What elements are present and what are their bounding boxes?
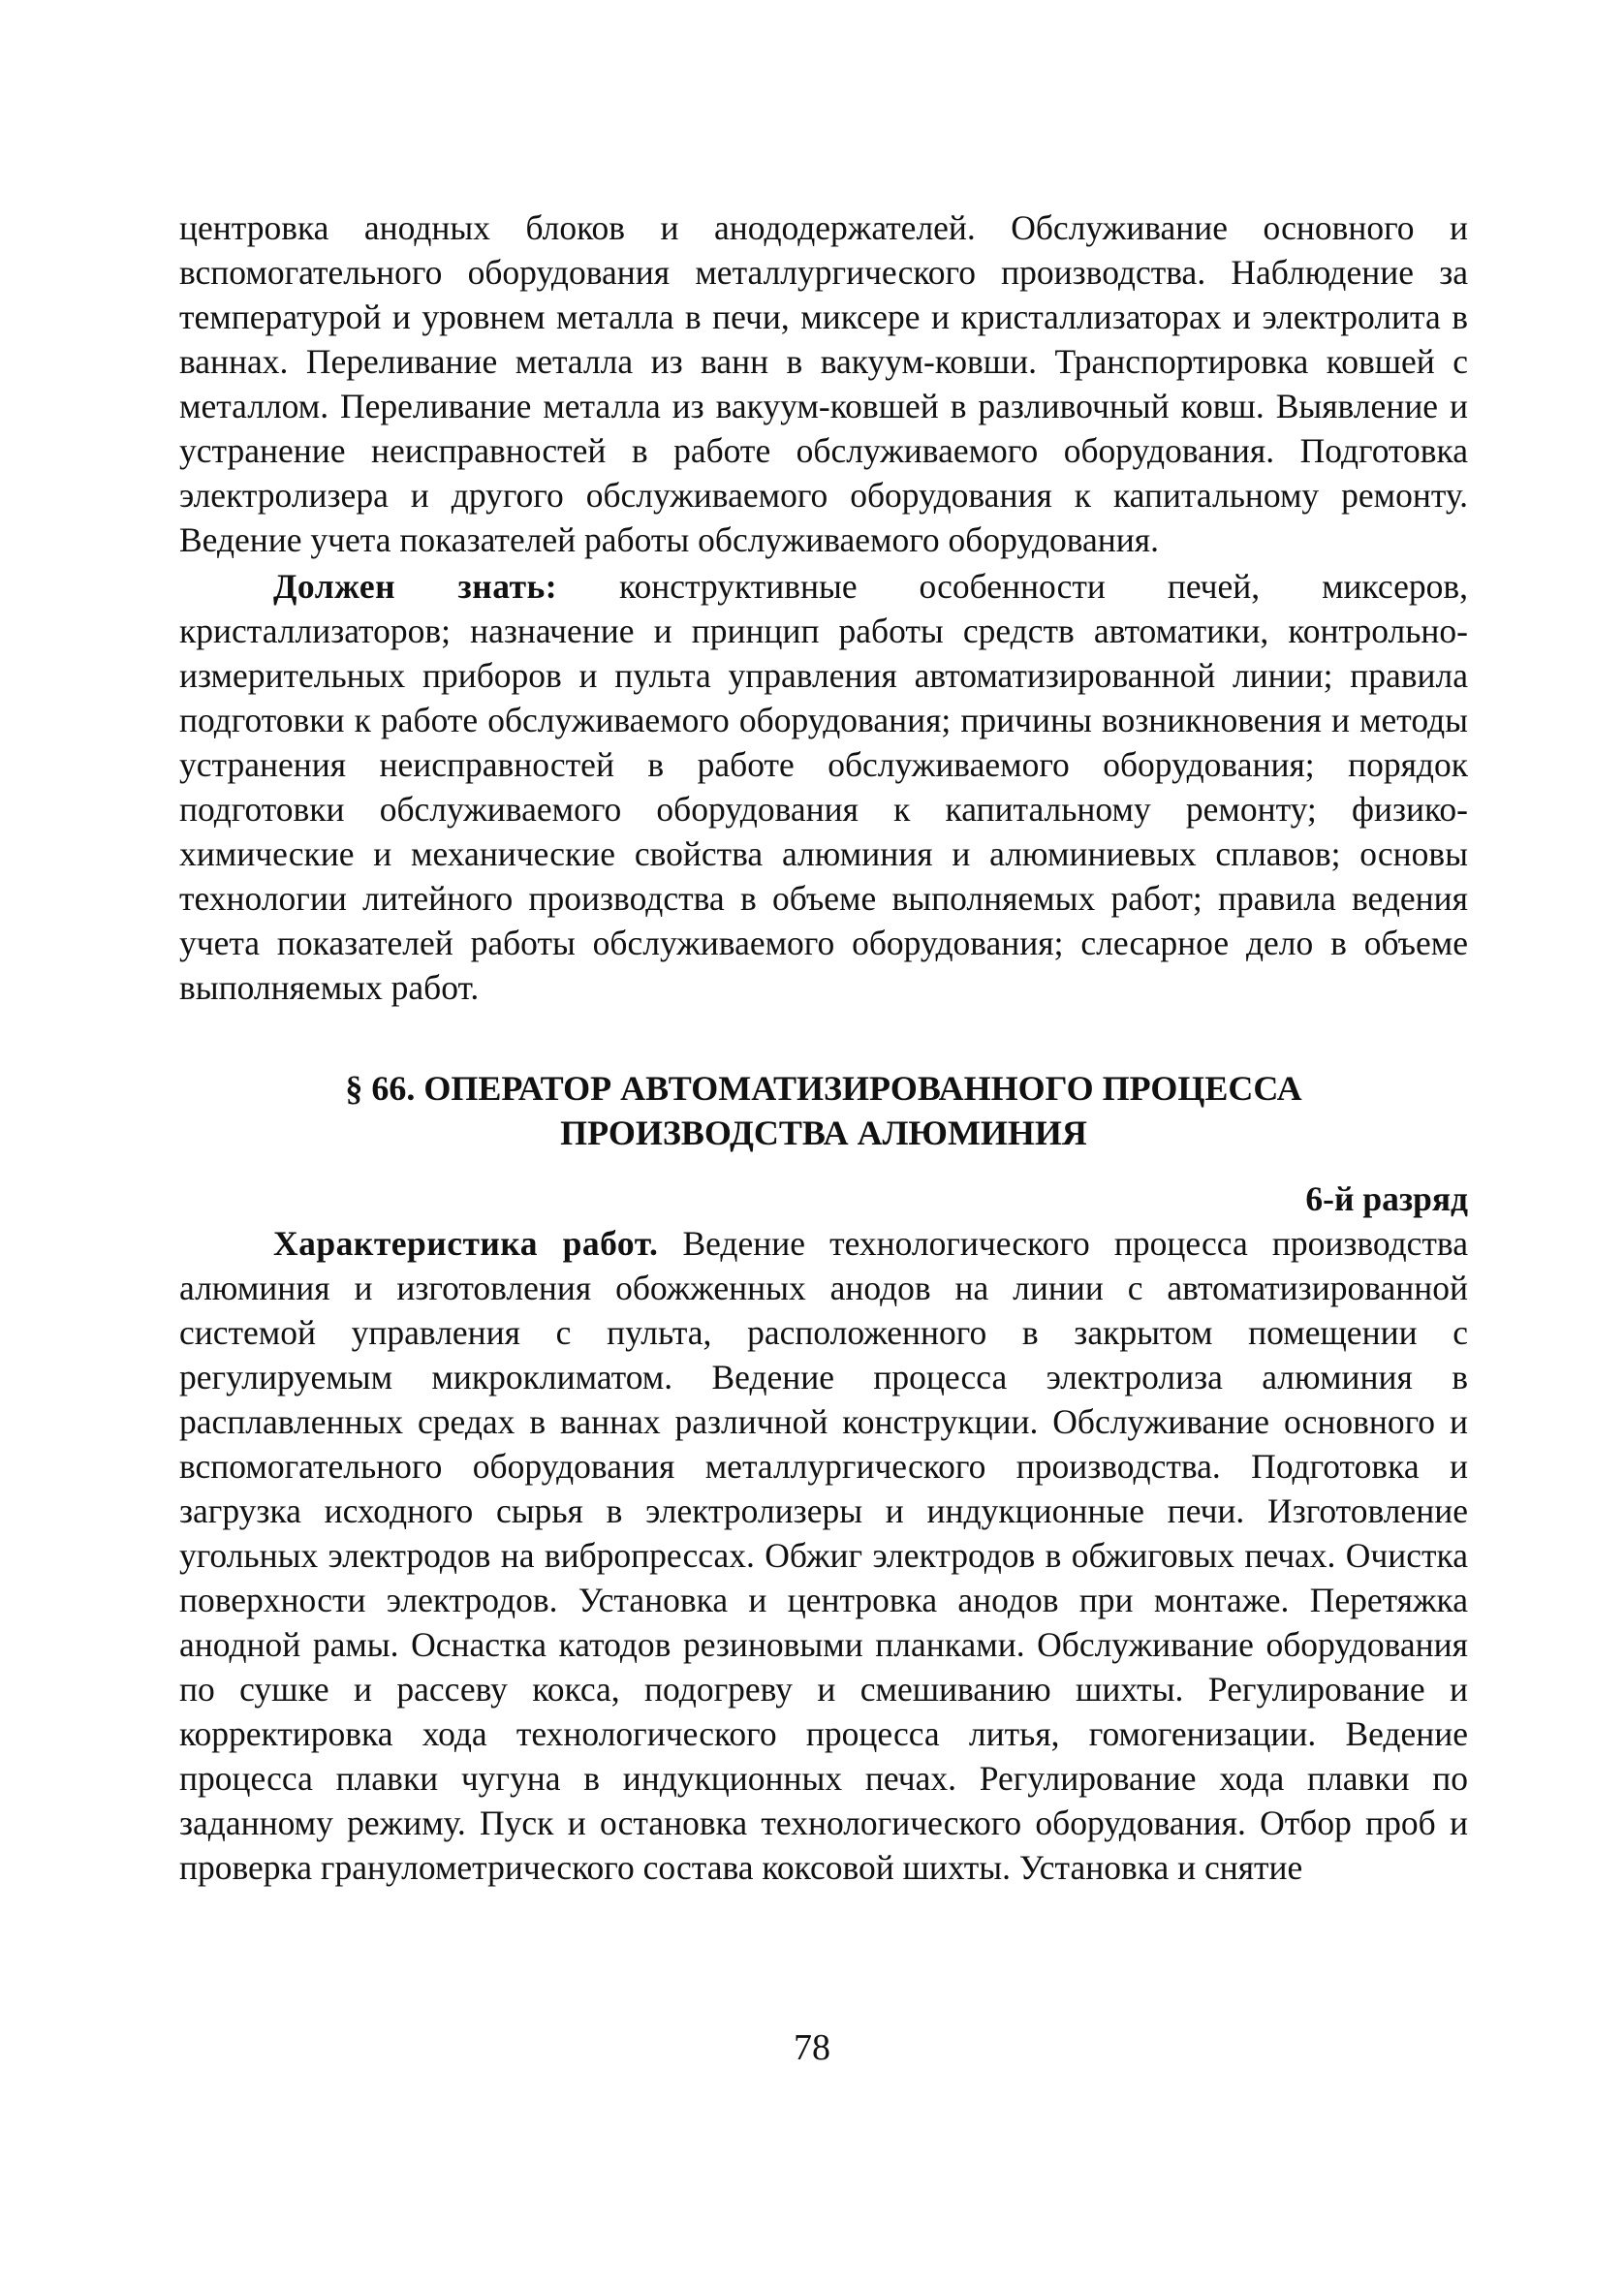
work-characteristics-paragraph [179, 1221, 1468, 1890]
section-heading-line2: ПРОИЗВОДСТВА АЛЮМИНИЯ [560, 1114, 1087, 1152]
knowledge-paragraph [179, 564, 1468, 1010]
section-heading-line1: § 66. ОПЕРАТОР АВТОМАТИЗИРОВАННОГО ПРОЦЕССА [345, 1069, 1302, 1108]
knowledge-text: конструктивные особенности печей, миксеров, кристаллизаторов; назначение и принцип работы средств автоматики, контрольно-измерительных приборов и пульта управления автоматизированной линии; правила подготовки к работе обслуживаемого оборудования; причины возникновения и методы устранения неисправностей в работе обслуживаемого оборудования; порядок подготовки обслуживаемого оборудования к капитальному ремонту; физико-химические и механические свойства алюминия и алюминиевых сплавов; основы технологии литейного производства в объеме выполняемых работ; правила ведения учета показателей работы обслуживаемого оборудования; слесарное дело в объеме выполняемых работ. [179, 567, 1468, 1007]
paragraph-continuation [179, 205, 1468, 562]
paragraph-continuation-text: центровка анодных блоков и анододержателей. Обслуживание основного и вспомогательного оборудования металлургического производства. Наблюдение за температурой и уровнем металла в печи, миксере и кристаллизаторах и электролита в ваннах. Переливание металла из ванн в вакуум-ковши. Транспортировка ковшей с металлом. Переливание металла из вакуум-ковшей в разливочный ковш. Выявление и устранение неисправностей в работе обслуживаемого оборудования. Подготовка электролизера и другого обслуживаемого оборудования к капитальному ремонту. Ведение учета показателей работы обслуживаемого оборудования. [179, 208, 1468, 559]
work-lead: Характеристика работ. [273, 1224, 659, 1263]
page-number: 78 [794, 2027, 830, 2068]
grade-label: 6-й разряд [1305, 1179, 1468, 1218]
work-text: Ведение технологического процесса производства алюминия и изготовления обожженных анодов на линии с автоматизированной системой управления с пульта, расположенного в закрытом помещении с регулируемым микроклиматом. Ведение процесса электролиза алюминия в расплавленных средах в ваннах различной конструкции. Обслуживание основного и вспомогательного оборудования металлургического производства. Подготовка и загрузка исходного сырья в электролизеры и индукционные печи. Изготовление угольных электродов на вибропрессах. Обжиг электродов в обжиговых печах. Очистка поверхности электродов. Установка и центровка анодов при монтаже. Перетяжка анодной рамы. Оснастка катодов резиновыми планками. Обслуживание оборудования по сушке и рассеву кокса, подогреву и смешиванию шихты. Регулирование и корректировка хода технологического процесса литья, гомогенизации. Ведение процесса плавки чугуна в индукционных печах. Регулирование хода плавки по заданному режиму. Пуск и остановка технологического оборудования. Отбор проб и проверка гранулометрического состава коксовой шихты. Установка и снятие [179, 1224, 1468, 1887]
section-heading [179, 1066, 1468, 1155]
knowledge-lead: Должен знать: [273, 567, 558, 606]
page-body [179, 205, 1468, 1890]
